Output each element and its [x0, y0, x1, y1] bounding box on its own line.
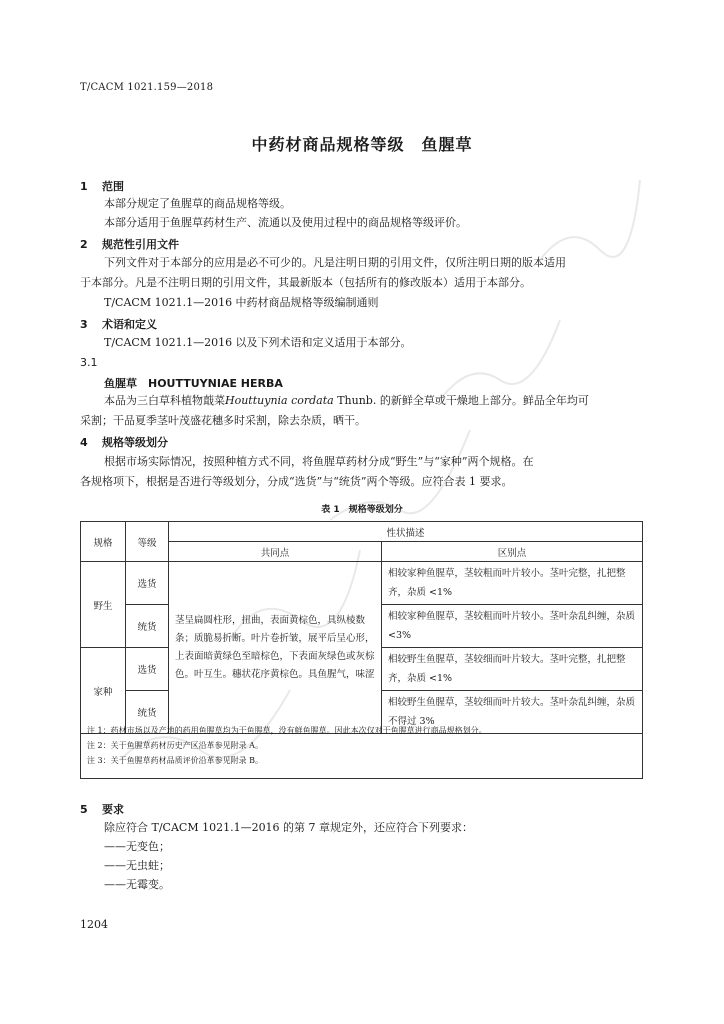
section-title: 规格等级划分	[102, 436, 168, 449]
header-common: 共同点	[169, 542, 382, 562]
paragraph: 下列文件对于本部分的应用是必不可少的。凡是注明日期的引用文件，仅所注明日期的版本适用	[104, 256, 566, 269]
list-item: ——无霉变。	[104, 878, 170, 891]
paragraph: 各规格项下，根据是否进行等级划分，分成“选货”与“统货”两个等级。应符合表 1 要求。	[80, 475, 513, 488]
grade-cell: 选货	[126, 562, 169, 605]
definition-line-2: 采割；干品夏季茎叶茂盛花穗多时采割，除去杂质，晒干。	[80, 414, 366, 427]
section-title: 范围	[102, 180, 124, 193]
section-3-heading	[80, 316, 157, 332]
section-number: 1	[80, 180, 88, 193]
subsection-number: 3.1	[80, 356, 98, 369]
section-4-heading	[80, 434, 168, 450]
table-row	[81, 562, 643, 605]
header-spec: 规格	[81, 522, 126, 562]
table-notes	[80, 719, 643, 779]
section-2-heading	[80, 236, 179, 252]
section-number: 4	[80, 436, 88, 449]
list-item: ——无变色；	[104, 840, 170, 853]
common-traits-cell: 茎呈扁圆柱形，扭曲，表面黄棕色，具纵棱数条；质脆易折断。叶片卷折皱，展平后呈心形，上表面暗黄绿色至暗棕色，下表面灰绿色或灰棕色。叶互生。穗状花序黄棕色。具鱼腥气，味涩	[169, 562, 382, 734]
standard-code: T/CACM 1021.159—2018	[80, 82, 214, 93]
header-traits: 性状描述	[169, 522, 643, 542]
table-note: 注 2：关于鱼腥草药材历史产区沿革参见附录 A。	[87, 741, 263, 750]
diff-cell: 相较家种鱼腥草，茎较粗而叶片较小。茎叶完整，扎把整齐，杂质 <1%	[382, 562, 643, 605]
section-title: 术语和定义	[102, 318, 157, 331]
list-item: ——无虫蛀；	[104, 859, 170, 872]
paragraph: 根据市场实际情况，按照种植方式不同，将鱼腥草药材分成“野生”与“家种”两个规格。在	[104, 455, 534, 468]
paragraph: 本部分规定了鱼腥草的商品规格等级。	[104, 197, 291, 210]
grade-cell: 选货	[126, 648, 169, 691]
section-5-heading	[80, 801, 124, 817]
normative-reference: T/CACM 1021.1—2016 中药材商品规格等级编制通则	[104, 296, 379, 309]
page-number: 1204	[80, 918, 108, 931]
definition-line-1	[104, 394, 589, 408]
latin-name: Houttuynia cordata	[225, 394, 334, 407]
table-note: 注 3：关于鱼腥草药材品质评价沿革参见附录 B。	[87, 756, 264, 765]
paragraph: 本部分适用于鱼腥草药材生产、流通以及使用过程中的商品规格等级评价。	[104, 216, 467, 229]
term-heading: 鱼腥草 HOUTTUYNIAE HERBA	[104, 377, 283, 390]
diff-cell: 相较野生鱼腥草，茎较细而叶片较大。茎叶杂乱纠缠，杂质不得过 3%	[382, 691, 643, 734]
spec-cell: 野生	[81, 562, 126, 648]
diff-cell: 相较野生鱼腥草，茎较细而叶片较大。茎叶完整，扎把整齐，杂质 <1%	[382, 648, 643, 691]
paragraph: T/CACM 1021.1—2016 以及下列术语和定义适用于本部分。	[104, 336, 412, 349]
table-caption: 表 1 规格等级划分	[321, 505, 403, 515]
paragraph: 于本部分。凡是不注明日期的引用文件，其最新版本（包括所有的修改版本）适用于本部分。	[80, 276, 531, 289]
table-note: 注 1：药材市场以及产地的药用鱼腥草均为干鱼腥草，没有鲜鱼腥草。因此本次仅对干鱼腥草进行商品规格划分。	[87, 726, 487, 735]
definition-text: 本品为三白草科植物蕺菜	[104, 394, 225, 407]
section-title: 规范性引用文件	[102, 238, 179, 251]
page-title: 中药材商品规格等级 鱼腥草	[251, 135, 473, 154]
section-number: 3	[80, 318, 88, 331]
section-number: 5	[80, 803, 88, 816]
paragraph: 除应符合 T/CACM 1021.1—2016 的第 7 章规定外，还应符合下列要求：	[104, 821, 474, 834]
section-number: 2	[80, 238, 88, 251]
grade-table	[80, 521, 643, 734]
spec-cell: 家种	[81, 648, 126, 734]
section-1-heading	[80, 178, 124, 194]
section-title: 要求	[102, 803, 124, 816]
grade-cell: 统货	[126, 691, 169, 734]
header-grade: 等级	[126, 522, 169, 562]
header-diff: 区别点	[382, 542, 643, 562]
grade-cell: 统货	[126, 605, 169, 648]
diff-cell: 相较家种鱼腥草，茎较粗而叶片较小。茎叶杂乱纠缠，杂质 <3%	[382, 605, 643, 648]
definition-text: Thunb. 的新鲜全草或干燥地上部分。鲜品全年均可	[333, 394, 589, 407]
